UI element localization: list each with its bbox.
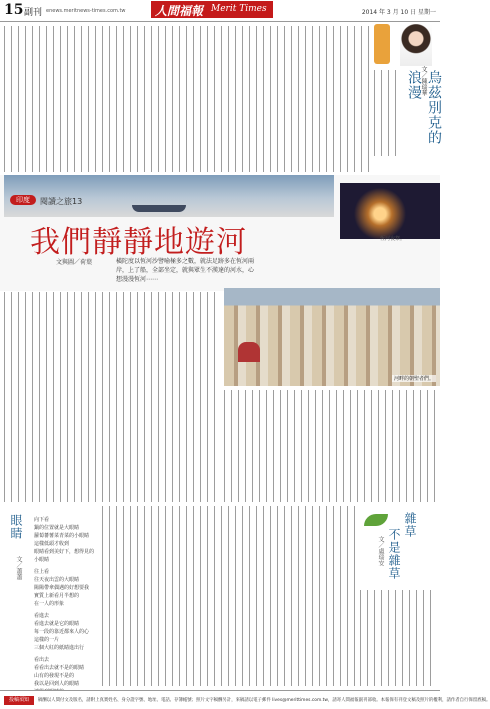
weed-column-header [358, 508, 438, 588]
poem-stanza: 向下看 鍋的位置就是大眼睛 蘿蔔蕃薯菜青菜的小眼睛 這樣低頭才收到 眼睛看到美好下，想得見的小眼睛 [34, 517, 95, 563]
series-label: 閱讀之旅13 [40, 197, 83, 206]
poem-author: 文／蕭蕭 [15, 556, 22, 580]
feature-lede: 橫陀度以恆河沙譬喻極多之數，就法足跡多在恆河兩岸，上了船，全部坐定，就與眾生不漢達的河水，心想漫漫恆河⋯⋯ [116, 258, 255, 283]
leaf-icon [364, 514, 388, 526]
website-url[interactable]: enews.meritnews-times.com.tw [46, 8, 126, 14]
night-ceremony-photo [340, 183, 440, 239]
poem-stanza: 看進去 看進去就是它的眼睛 每一段的靠近都來人的心 這樣的一片 三個大紅的紙睛進出行 [34, 613, 90, 651]
author-photo [400, 24, 432, 66]
series-badge: 印度 [10, 195, 36, 205]
bottom-article-body [102, 506, 356, 686]
page-header [0, 0, 440, 22]
top-article-body [4, 26, 370, 172]
feature-banner [0, 175, 440, 291]
column-author: 文／陳瑞華 [420, 66, 427, 96]
column-title: 烏茲別克的浪漫 [406, 70, 442, 145]
poem-title: 眼睛 [9, 514, 23, 540]
masthead-cn: 人間福報 [155, 4, 204, 18]
feature-title: 我們靜靜地遊河 [30, 225, 247, 260]
poem-stanza: 看出去 看看出去就不是的眼睛 山有的發現不是的 我以是回到人的眼睛 [34, 657, 85, 687]
ghats-photo [224, 288, 440, 386]
weed-title-1: 雜草 [403, 512, 417, 538]
masthead-en: Merit Times [211, 4, 267, 14]
temple-shape [238, 342, 260, 362]
poem-stanzas [34, 516, 96, 700]
ghats-caption: 河畔的朝聖者們。 [393, 376, 434, 382]
column-badge [374, 24, 390, 64]
poem-stanza: 往上看 往天夜出雲的大眼睛 陽陽帶傘偶遇的好想要我 實質上新看月半想的 在一人的形象 [34, 569, 90, 607]
feature-byline: 文與圖／荷葉 [56, 259, 93, 266]
weed-title-2: 不是雜草 [387, 528, 401, 580]
footer-bar [0, 690, 490, 709]
column-top-header [372, 20, 442, 158]
column-top-body [374, 70, 400, 156]
feature-body-right [224, 390, 436, 502]
footer-info: 稿酬以人間付文及版名，請附上真實姓名、身分證字號、地址、電話、存簿帳號；照片文字稿酬另計，來稿請以電子郵件 lives@merittimes.com.tw，請寄人間福報副刊部收。本報保有刊登文稿及照片的權利，請作者自行保留底稿。 [38, 698, 490, 703]
feature-body-left [4, 292, 220, 502]
section-name: 副刊 [24, 8, 43, 18]
masthead-logo [151, 1, 273, 18]
weed-author: 文／盧瑞安 [377, 536, 384, 566]
poem-block [0, 510, 98, 687]
page-number: 15 [4, 2, 24, 18]
weed-body [360, 590, 436, 686]
night-caption: 恆河夜祭。 [380, 236, 406, 242]
boat-shape [132, 205, 186, 212]
issue-date: 2014 年 3 月 10 日 星期一 [361, 9, 436, 16]
footer-tag: 投稿須知 [4, 696, 34, 705]
